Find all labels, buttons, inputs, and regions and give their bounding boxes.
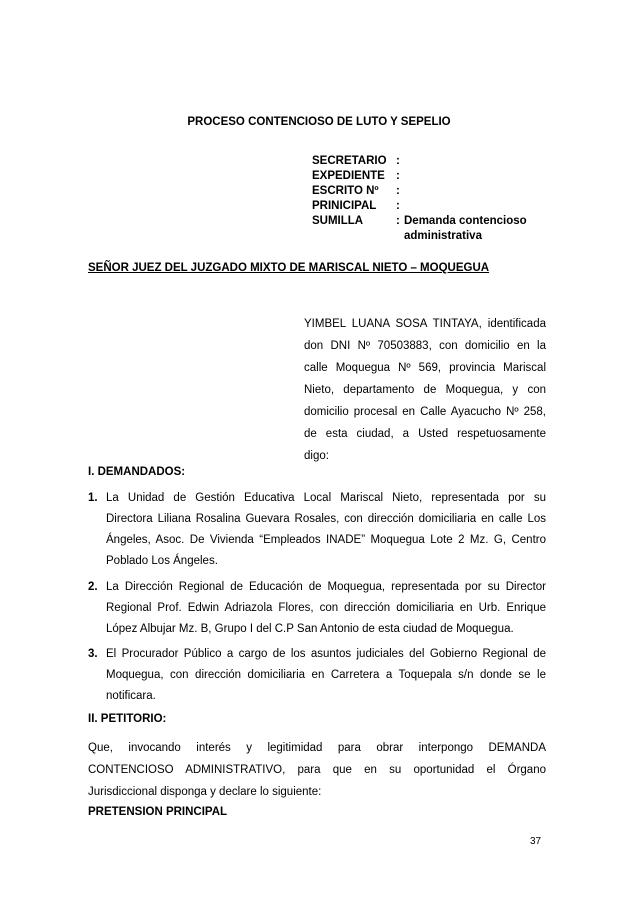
meta-label: EXPEDIENTE (312, 170, 385, 182)
case-metadata (312, 154, 554, 244)
meta-sep: : (396, 185, 400, 197)
document-title: PROCESO CONTENCIOSO DE LUTO Y SEPELIO (187, 116, 451, 128)
item-line: La Dirección Regional de Educación de Moquegua, representada por su Director (106, 581, 546, 593)
meta-label: PRINICIPAL (312, 200, 377, 212)
meta-value (404, 199, 554, 214)
item-line: notificara. (106, 690, 156, 702)
petitorio-paragraph (88, 737, 546, 803)
petitorio-line: Que, invocando interés y legitimidad para obrar interpongo DEMANDA (88, 742, 546, 754)
intro-line: digo: (304, 450, 329, 462)
intro-line: domicilio procesal en Calle Ayacucho Nº 258, (304, 406, 546, 418)
meta-sumilla-continuation: administrativa (404, 230, 482, 242)
meta-label: SECRETARIO (312, 155, 387, 167)
page-number: 37 (530, 836, 542, 847)
item-line: Regional Prof. Edwin Adriazola Flores, con dirección domiciliaria en Urb. Enrique (106, 602, 546, 614)
item-number: 1. (88, 492, 98, 504)
intro-line: YIMBEL LUANA SOSA TINTAYA, identificada (304, 318, 546, 330)
meta-label: ESCRITO Nº (312, 185, 379, 197)
intro-line: calle Moquegua Nº 569, provincia Mariscal (304, 362, 546, 374)
list-item (88, 488, 546, 572)
section-heading-pretension: PRETENSION PRINCIPAL (88, 806, 228, 818)
list-item (88, 644, 546, 707)
item-line: López Albujar Mz. B, Grupo I del C.P San Antonio de esta ciudad de Moquegua. (106, 623, 514, 635)
intro-line: Nieto, departamento de Moquegua, y con (304, 384, 546, 396)
meta-value (404, 169, 554, 184)
section-heading-petitorio: II. PETITORIO: (88, 713, 167, 725)
plaintiff-intro (304, 313, 546, 467)
item-line: Moquegua, con dirección domiciliaria en Carretera a Toquepala s/n donde se le (106, 669, 546, 681)
intro-line: de esta ciudad, a Usted respetuosamente (304, 428, 546, 440)
meta-row-sumilla (312, 214, 554, 229)
list-item (88, 577, 546, 640)
item-line: Ángeles, Asoc. De Vivienda “Empleados INADE” Moquegua Lote 2 Mz. G, Centro (106, 534, 546, 546)
petitorio-line: CONTENCIOSO ADMINISTRATIVO, para que en su oportunidad el Órgano (88, 764, 546, 776)
meta-value (404, 184, 554, 199)
court-heading: SEÑOR JUEZ DEL JUZGADO MIXTO DE MARISCAL NIETO – MOQUEGUA (88, 262, 490, 274)
meta-row-secretario (312, 154, 554, 169)
meta-label: SUMILLA (312, 215, 364, 227)
meta-sep: : (396, 170, 400, 182)
meta-sep: : (396, 215, 400, 227)
meta-row-expediente (312, 169, 554, 184)
item-line: El Procurador Público a cargo de los asuntos judiciales del Gobierno Regional de (106, 648, 546, 660)
item-line: Poblado Los Ángeles. (106, 555, 218, 567)
meta-value: Demanda contencioso (404, 215, 527, 227)
section-heading-demandados: I. DEMANDADOS: (88, 466, 186, 478)
meta-value (404, 154, 554, 169)
meta-sep: : (396, 200, 400, 212)
item-line: La Unidad de Gestión Educativa Local Mariscal Nieto, representada por su (106, 492, 546, 504)
meta-row-escrito (312, 184, 554, 199)
meta-row-principal (312, 199, 554, 214)
intro-line: don DNI Nº 70503883, con domicilio en la (304, 340, 546, 352)
item-line: Directora Liliana Rosalina Guevara Rosales, con dirección domiciliaria en calle Los (106, 513, 546, 525)
meta-sep: : (396, 155, 400, 167)
petitorio-line: Jurisdiccional disponga y declare lo siguiente: (88, 786, 322, 798)
item-number: 2. (88, 581, 98, 593)
item-number: 3. (88, 648, 98, 660)
